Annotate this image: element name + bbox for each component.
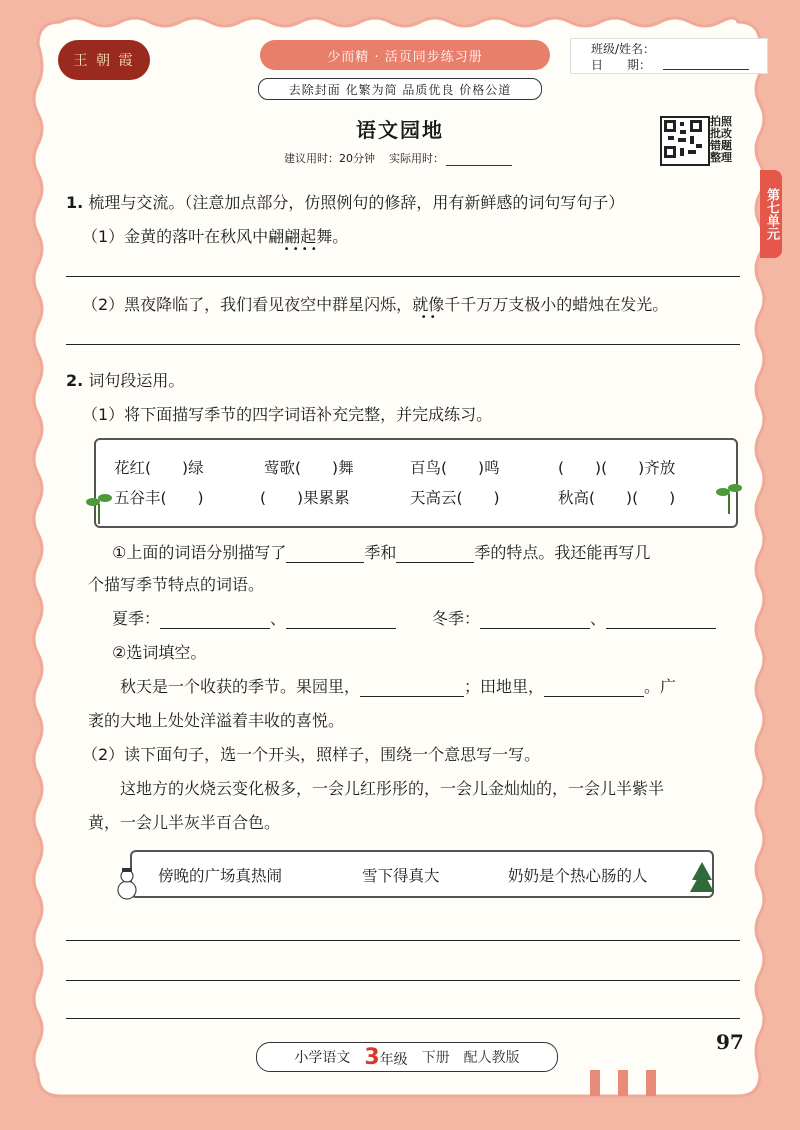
example-a: 这地方的火烧云变化极多，一会儿红彤彤的，一会儿金灿灿的，一会儿半紫半: [120, 779, 665, 798]
opening-options-box: [130, 850, 714, 898]
answer-line-2[interactable]: [66, 344, 740, 345]
q2-part1: （1）将下面描写季节的四字词语补充完整，并完成练习。: [82, 405, 493, 424]
q2-part2: （2）读下面句子，选一个开头，照样子，围绕一个意思写一写。: [82, 745, 541, 764]
emphasis-dots: • • • •: [283, 244, 317, 255]
actual-time-blank[interactable]: [446, 165, 512, 166]
footer-edition: 配人教版: [463, 1050, 520, 1066]
season-word[interactable]: 五谷丰( ): [114, 489, 204, 507]
q1-s2-dotted-text: 就像: [412, 295, 445, 314]
season-blank-1[interactable]: [286, 562, 364, 563]
fill-line-a: [120, 674, 676, 697]
q1-s1-before: （1）金黄的落叶在秋风中: [82, 227, 269, 246]
actual-time-label: 实际用时：: [389, 152, 444, 165]
q1-s1-dotted-text: 翩翩起舞: [268, 227, 333, 246]
writing-line-3[interactable]: [66, 1018, 740, 1019]
decor-stripe: [590, 1070, 600, 1096]
fill-line-d: 袤的大地上处处洋溢着丰收的喜悦。: [88, 711, 345, 730]
comma: 、: [590, 609, 607, 628]
name-date-box: [570, 38, 768, 74]
qr-label: 拍照批改 错题整理: [710, 115, 732, 164]
sub1-b: 季和: [364, 543, 397, 562]
q1-sentence-1: [82, 224, 349, 255]
fill-b: ；田地里，: [464, 677, 545, 696]
slogan: 去除封面 化繁为简 品质优良 价格公道: [258, 78, 542, 100]
footer-volume: 下册: [421, 1050, 450, 1066]
series-banner: [260, 40, 550, 70]
page-title: 语文园地: [356, 118, 444, 142]
example-b: 黄，一会儿半灰半百合色。: [88, 813, 281, 832]
sprout-icon: [716, 478, 742, 514]
sub1-a: ①上面的词语分别描写了: [112, 543, 287, 562]
option-snow[interactable]: 雪下得真大: [362, 867, 440, 885]
sub1-line-d: 个描写季节特点的词语。: [88, 575, 265, 594]
footer-banner: [256, 1042, 558, 1072]
sub1-line-a: [112, 540, 650, 563]
answer-line-1[interactable]: [66, 276, 740, 277]
q1-text: 梳理与交流。（注意加点部分，仿照例句的修辞，用有新鲜感的词句写句子）: [88, 193, 625, 212]
season-word[interactable]: 莺歌( )舞: [264, 459, 354, 477]
season-word[interactable]: 天高云( ): [410, 489, 500, 507]
unit-tab: 第七单元: [760, 170, 782, 258]
footer-grade-number: 3: [364, 1044, 380, 1070]
season-word[interactable]: 百鸟( )鸣: [410, 459, 500, 477]
q1-s2-after: 千千万万支极小的蜡烛在发光。: [444, 295, 669, 314]
season-blank-2[interactable]: [396, 562, 474, 563]
option-square[interactable]: 傍晚的广场真热闹: [158, 867, 283, 885]
sub2: ②选词填空。: [112, 643, 207, 662]
q2-prompt: [66, 368, 184, 391]
sub1-c: 季的特点。我还能再写几: [474, 543, 651, 562]
footer-subject: 小学语文: [294, 1050, 351, 1066]
winter-blank-1[interactable]: [480, 628, 590, 629]
q2-text: 词句段运用。: [88, 371, 185, 390]
comma: 、: [270, 609, 287, 628]
footer-grade-word: 年级: [379, 1051, 408, 1068]
winter-row: [432, 606, 716, 629]
orchard-blank[interactable]: [360, 696, 464, 697]
q1-s1-dotted: [268, 227, 333, 255]
time-info: [284, 150, 512, 166]
q1-sentence-2: [82, 292, 669, 323]
suggested-time: 建议用时：20分钟: [284, 152, 375, 165]
q1-prompt: [66, 190, 624, 213]
fill-a: 秋天是一个收获的季节。果园里，: [120, 677, 361, 696]
season-word[interactable]: 花红( )绿: [114, 459, 204, 477]
series-name: 少而精 · 活页同步练习册: [327, 49, 483, 65]
q1-s2-dotted: [412, 295, 445, 323]
pine-tree-icon: [690, 860, 714, 896]
date-blank[interactable]: [663, 69, 749, 70]
option-grandma[interactable]: 奶奶是个热心肠的人: [508, 867, 648, 885]
winter-label: 冬季：: [432, 609, 481, 628]
name-label: 班级/姓名：: [591, 42, 656, 56]
season-word[interactable]: ( )果累累: [260, 489, 350, 507]
summer-blank-2[interactable]: [286, 628, 396, 629]
writing-line-1[interactable]: [66, 940, 740, 941]
q1-s1-after: 。: [332, 227, 349, 246]
qr-code-icon[interactable]: [660, 116, 710, 166]
decor-stripe: [646, 1070, 656, 1096]
q1-s2-before: （2）黑夜降临了，我们看见夜空中群星闪烁，: [82, 295, 413, 314]
snowman-icon: [114, 866, 140, 900]
emphasis-dots: • •: [420, 312, 436, 323]
decor-stripe: [618, 1070, 628, 1096]
season-word[interactable]: 秋高( )( ): [558, 489, 676, 507]
logo-text: 王 朝 霞: [73, 53, 135, 69]
summer-row: [112, 606, 396, 629]
q1-number: 1.: [66, 193, 84, 212]
winter-blank-2[interactable]: [606, 628, 716, 629]
publisher-logo: [58, 40, 150, 80]
writing-line-2[interactable]: [66, 980, 740, 981]
summer-blank-1[interactable]: [160, 628, 270, 629]
summer-label: 夏季：: [112, 609, 161, 628]
sprout-icon: [86, 488, 112, 524]
season-words-box: [94, 438, 738, 528]
page-number: 97: [716, 1030, 744, 1054]
fill-c: 。广: [644, 677, 677, 696]
q2-number: 2.: [66, 371, 84, 390]
season-word[interactable]: ( )( )齐放: [558, 459, 676, 477]
field-blank[interactable]: [544, 696, 644, 697]
date-label: 日 期：: [591, 58, 652, 72]
